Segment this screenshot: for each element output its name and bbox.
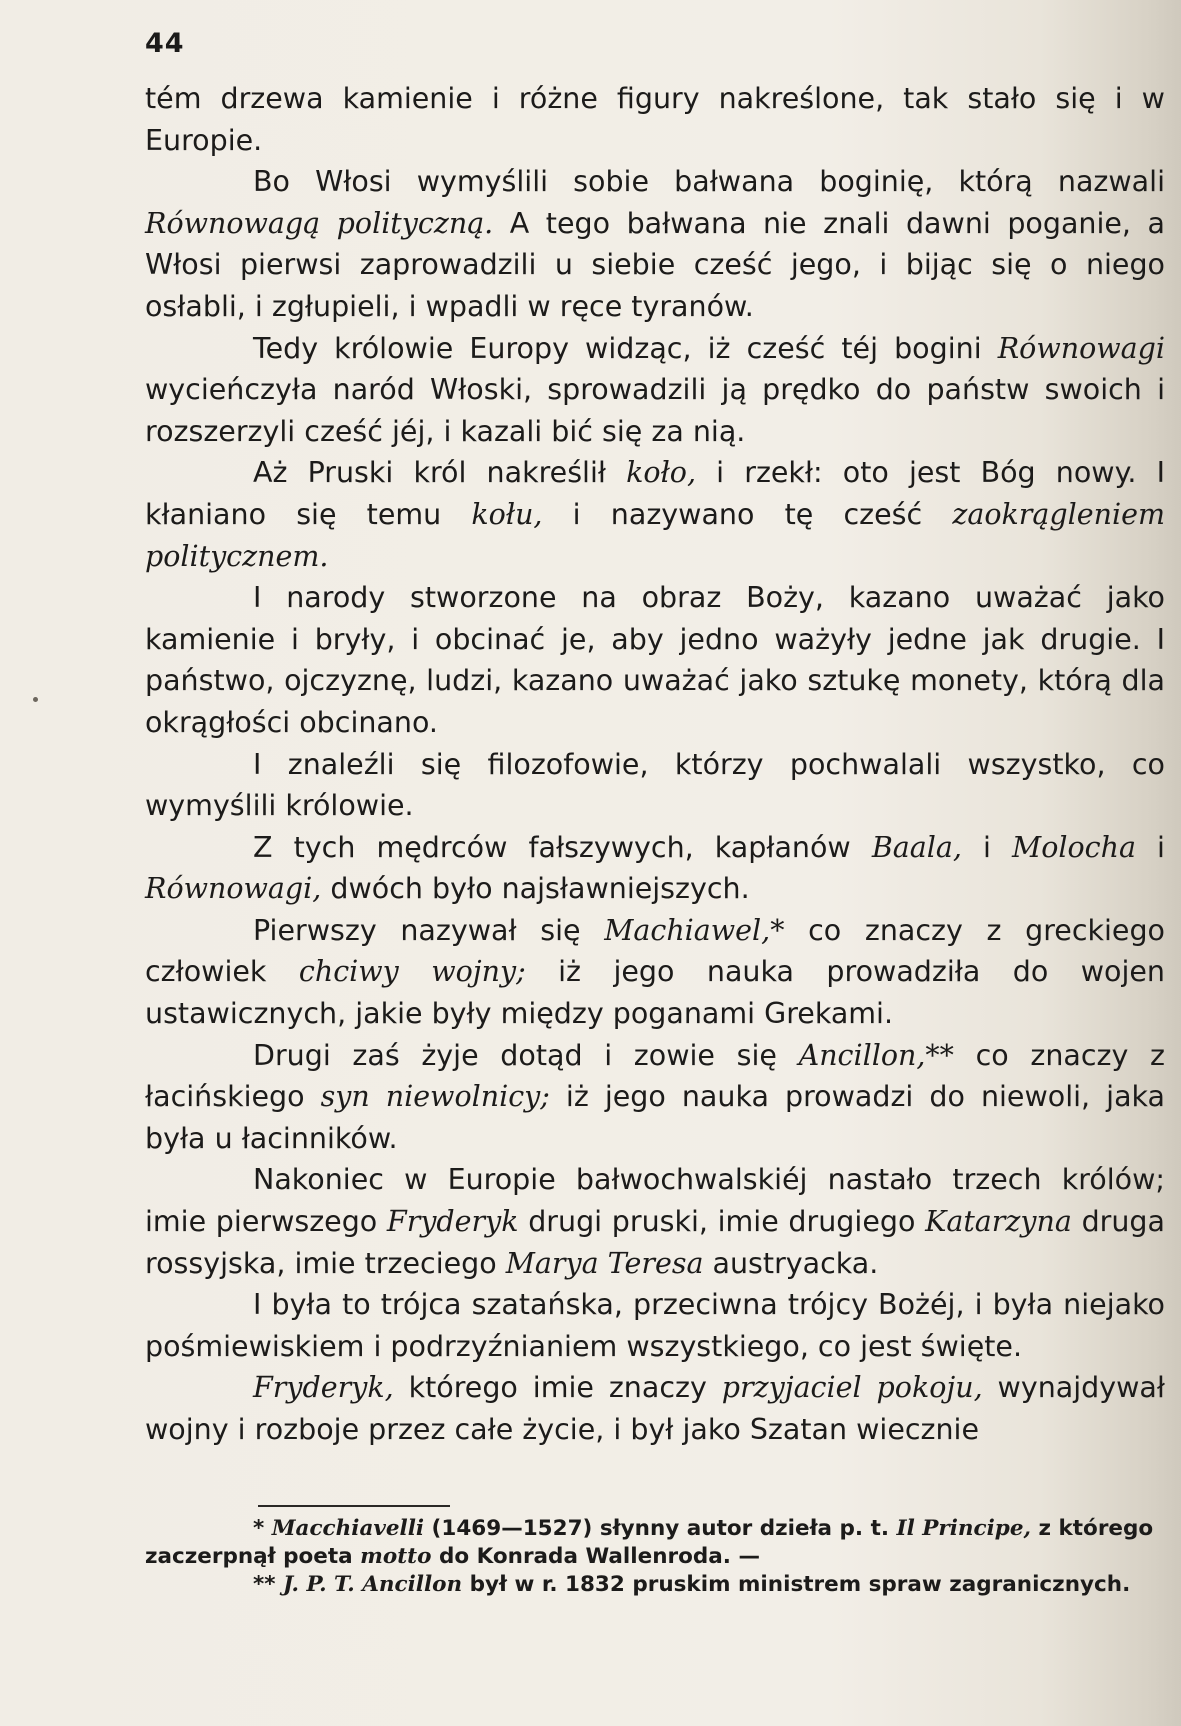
text-run: dwóch było najsławniejszych. (321, 872, 750, 906)
text-run: druga rossyjska, imie trzeciego (145, 1205, 1165, 1280)
text-run: Aż Pruski król nakreślił (253, 456, 627, 490)
text-run: Z tych mędrców fałszywych, kapłanów (253, 830, 872, 864)
italic-phrase: Marya Teresa (505, 1246, 704, 1280)
italic-phrase: Machiawel,* (604, 913, 785, 947)
text-run: do Konrada Wallenroda. — (431, 1544, 760, 1569)
footnote-divider (258, 1505, 450, 1507)
footnote (145, 1515, 1170, 1571)
text-run: iż jego nauka prowadziła do wojen ustawicznych, jakie były między poganami Grekami. (145, 955, 1165, 1031)
paragraph (145, 1035, 1165, 1160)
text-run: I była to trójca szatańska, przeciwna trójcy Bożéj, i była niejako pośmiewiskiem i podrzyźnianiem wszystkiego, co jest święte. (145, 1288, 1165, 1363)
italic-phrase: Równowagą polityczną. (145, 206, 494, 240)
text-run: Bo Włosi wymyślili sobie bałwana boginię, którą nazwali (253, 165, 1165, 199)
italic-phrase: motto (360, 1544, 432, 1569)
italic-phrase: Równowagi (997, 331, 1165, 365)
text-run: co znaczy z łacińskiego (145, 1038, 1165, 1114)
page-number: 44 (145, 28, 185, 59)
italic-phrase: zaokrągleniem politycznem. (145, 497, 1165, 573)
italic-phrase: chciwy wojny; (298, 955, 526, 989)
paragraph (145, 452, 1165, 577)
text-run: którego imie znaczy (393, 1371, 722, 1405)
italic-phrase: Ancillon,** (798, 1038, 954, 1072)
text-run: (1469—1527) słynny autor dzieła p. t. (424, 1516, 897, 1541)
text-run: był w r. 1832 pruskim ministrem spraw zagranicznych. (462, 1572, 1131, 1597)
paragraph (145, 161, 1165, 327)
paragraph (145, 744, 1165, 827)
text-run: i rzekł: oto jest Bóg nowy. I kłaniano się temu (145, 456, 1165, 531)
paper-speck (33, 697, 38, 702)
italic-phrase: Katarzyna (925, 1205, 1072, 1239)
text-run: tém drzewa kamienie i różne figury nakreślone, tak stało się i w Europie. (145, 82, 1165, 157)
italic-phrase: Molocha (1012, 830, 1136, 864)
italic-phrase: Baala, (871, 830, 962, 864)
italic-phrase: J. P. T. Ancillon (282, 1572, 463, 1597)
italic-phrase: koło, (626, 456, 697, 490)
italic-phrase: Fryderyk (386, 1205, 519, 1239)
text-run: ** (253, 1572, 283, 1597)
text-run: drugi pruski, imie drugiego (518, 1205, 926, 1239)
text-run: Pierwszy nazywał się (253, 913, 605, 947)
text-run: austryacka. (703, 1246, 879, 1280)
paragraph (145, 827, 1165, 910)
paragraph (145, 910, 1165, 1035)
text-run: wynajdywał wojny i rozboje przez całe życie, i był jako Szatan wiecznie (145, 1371, 1165, 1446)
text-run: Tedy królowie Europy widząc, iż cześć téj bogini (253, 331, 998, 365)
text-run: Nakoniec w Europie bałwochwalskiéj nastało trzech królów; imie pierwszego (145, 1163, 1165, 1239)
footnotes (145, 1515, 1170, 1599)
text-run: i (961, 830, 1013, 864)
paragraph (145, 1367, 1165, 1450)
paragraph (145, 1159, 1165, 1284)
italic-phrase: Macchiavelli (271, 1516, 425, 1541)
paragraph (145, 577, 1165, 743)
paragraph (145, 78, 1165, 161)
text-run: i (1135, 830, 1165, 864)
italic-phrase: przyjaciel pokoju, (721, 1371, 983, 1405)
text-run: I narody stworzone na obraz Boży, kazano uważać jako kamienie i bryły, i obcinać je, aby jedno ważyły jedne jak drugie. I państwo, ojczyznę, ludzi, kazano uważać jako sztukę monety, którą dla okrągłości obcinano. (145, 581, 1165, 739)
italic-phrase: Il Principe, (896, 1516, 1031, 1541)
text-run: wycieńczyła naród Włoski, sprowadzili ją prędko do państw swoich i rozszerzyli cześć jéj, i kazali bić się za nią. (145, 373, 1165, 448)
text-run: iż jego nauka prowadzi do niewoli, jaka była u łacinników. (145, 1080, 1166, 1155)
italic-phrase: syn niewolnicy; (320, 1080, 550, 1114)
text-run: A tego bałwana nie znali dawni poganie, a Włosi pierwsi zaprowadzili u siebie cześć jego, i bijąc się o niego osłabli, i zgłupieli, i wpadli w ręce tyranów. (145, 206, 1165, 323)
italic-phrase: Fryderyk, (253, 1371, 394, 1405)
text-run: Drugi zaś żyje dotąd i zowie się (253, 1038, 799, 1072)
text-run: i nazywano tę cześć (542, 497, 953, 531)
paragraph (145, 328, 1165, 453)
text-run: I znaleźli się filozofowie, którzy pochwalali wszystko, co wymyślili królowie. (145, 747, 1165, 823)
text-run: * (253, 1516, 272, 1541)
footnote (145, 1571, 1170, 1599)
body-text (145, 78, 1165, 1451)
italic-phrase: kołu, (471, 497, 543, 531)
text-run: z którego zaczerpnął poeta (145, 1516, 1154, 1569)
paragraph (145, 1284, 1165, 1367)
text-run: co znaczy z greckiego człowiek (145, 913, 1165, 989)
italic-phrase: Równowagi, (145, 872, 322, 906)
